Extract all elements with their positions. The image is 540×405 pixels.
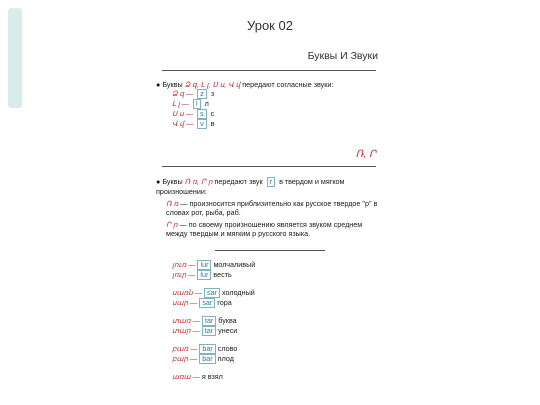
word-row: սառն — sar холодный [172,288,255,297]
word-row: տար — tar унеси [172,326,238,335]
r-sound-block [156,177,378,238]
letters-heading: Ռ, Ր [355,149,376,160]
divider [215,250,325,251]
word-row: տառ — tar буква [172,316,237,325]
letter-row: Ս ս — s с [172,109,215,119]
r-sound-intro: ● Буквы Ռ ռ, Ր ր передают звук r в твердом и мягком произношении: [156,177,345,196]
letter-row: Լ լ — l л [172,99,209,109]
letter-row: Վ վ — v в [172,119,215,129]
divider [162,70,376,71]
word-row: առա — я взял [172,372,223,381]
divider [162,166,376,167]
word-list [172,260,394,381]
letter-row: Ձ զ — z з [172,89,215,99]
r-paragraph: Ր ր — по своему произношению является звуком среднем между твердым и мягким р русского языка. [166,219,363,238]
page-title: Урок 02 [247,18,293,33]
consonants-intro: ● Буквы Ձ զ, Լ լ, Ս ս, Վ վ передают согласные звуки: [156,80,334,89]
word-row: բար — bar плод [172,354,234,363]
word-row: սար — sar гора [172,298,232,307]
word-row: լուռ — lur молчаливый [172,260,256,269]
r-paragraph: Ռ ռ — произносится приблизительно как русское твердое "р" в словах рот, рыба, раб. [166,199,378,218]
section-title: Буквы И Звуки [307,50,378,62]
word-row: լուր — lur весть [172,270,232,279]
word-row: բառ — bar слово [172,344,238,353]
consonants-block [156,80,378,129]
